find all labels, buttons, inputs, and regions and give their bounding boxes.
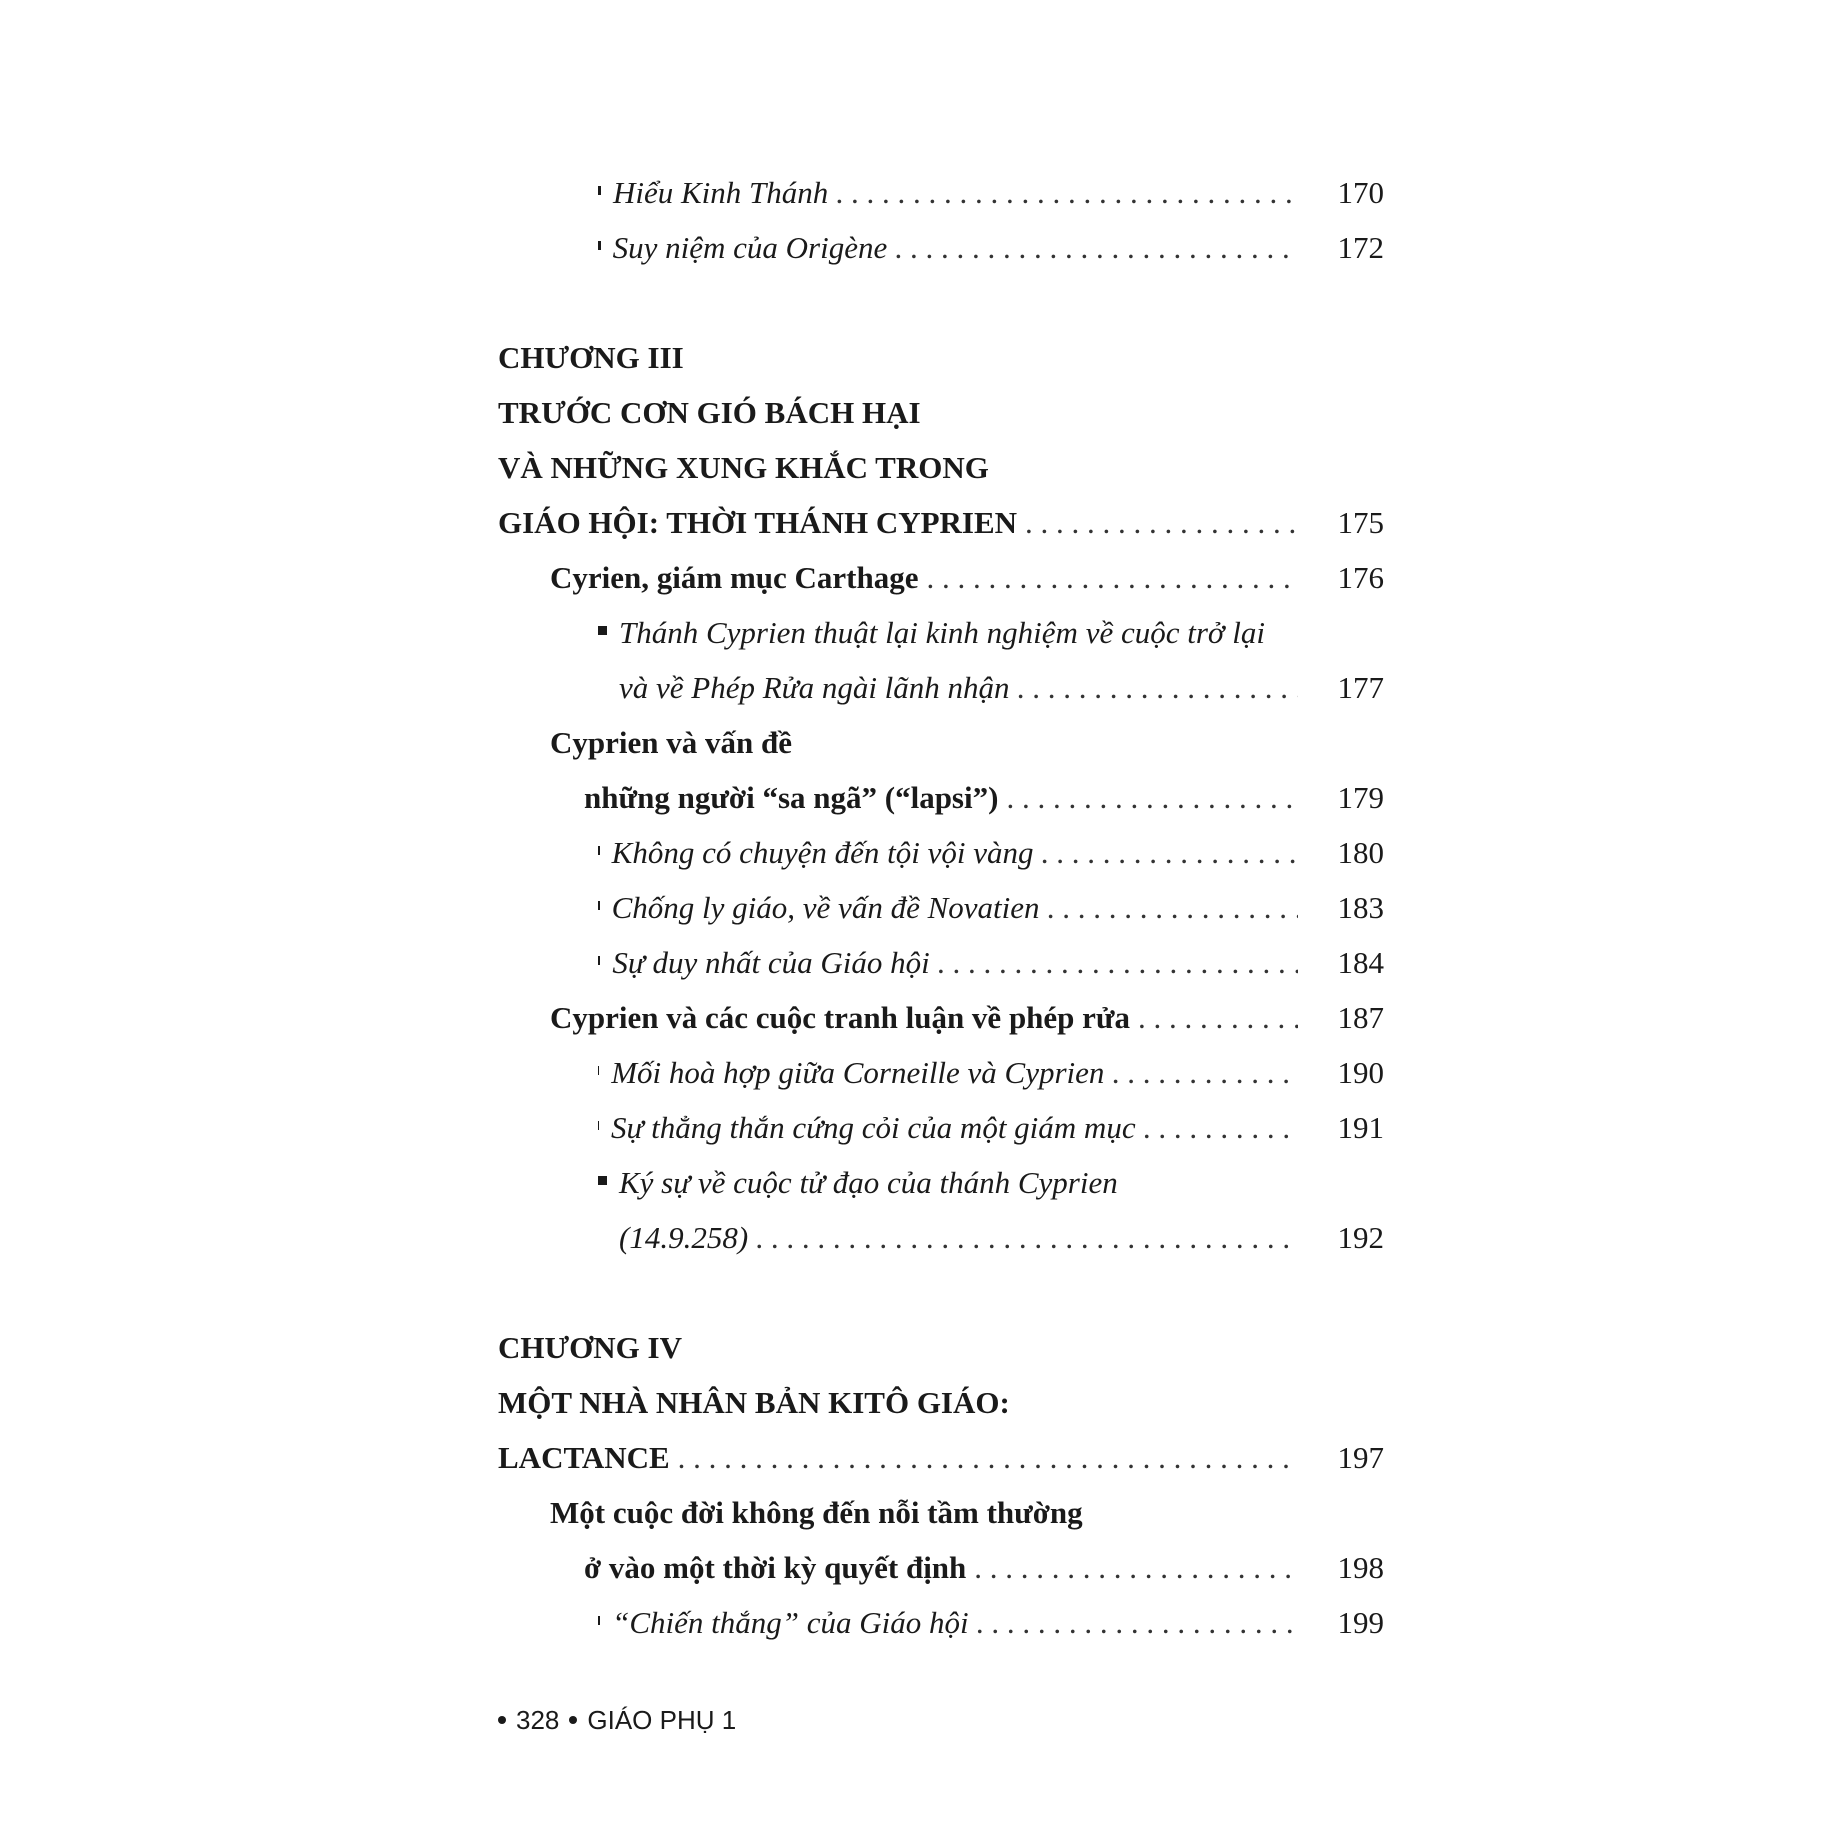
bullet-icon [598,186,601,195]
toc-page-number: 179 [1337,780,1384,815]
bullet-icon [569,1716,577,1724]
toc-section-title: Một cuộc đời không đến nỗi tầm thường [550,1495,1083,1530]
toc-page-number: 176 [1337,560,1384,595]
toc-section-title: Cyrien, giám mục Carthage [550,560,919,595]
toc-entry [584,770,1384,826]
toc-entry-title: (14.9.258) [619,1220,749,1255]
toc-entry [598,220,1384,276]
leader-dots [1112,1045,1298,1101]
chapter-title-line: GIÁO HỘI: THỜI THÁNH CYPRIEN [498,505,1018,540]
leader-dots [1025,495,1298,551]
toc-entry [598,935,1384,991]
page-footer [498,1700,736,1740]
toc-entry [598,1045,1384,1101]
bullet-icon [598,1066,599,1075]
toc-entry-title: Sự duy nhất của Giáo hội [612,945,930,980]
toc-entry-title: Chống ly giáo, về vấn đề Novatien [611,890,1040,925]
toc-entry [598,880,1384,936]
toc-entry [598,165,1384,221]
toc-section-title: Cyprien và vấn đề [550,725,792,760]
toc-entry-title: Hiểu Kinh Thánh [613,175,829,210]
toc-page-number: 177 [1337,670,1384,705]
toc-entry [550,550,1384,606]
toc-entry [584,1540,1384,1596]
toc-section-title: những người “sa ngã” (“lapsi”) [584,780,999,815]
toc-entry-title [598,605,1265,661]
bullet-icon [598,901,600,910]
toc-page-number: 192 [1337,1220,1384,1255]
leader-dots [1144,1100,1298,1156]
toc-page-number: 187 [1337,1000,1384,1035]
leader-dots [678,1430,1298,1486]
footer-book-title: GIÁO PHỤ 1 [587,1705,737,1735]
toc-entry [619,1210,1384,1266]
chapter-title-line: VÀ NHỮNG XUNG KHẮC TRONG [498,450,989,485]
toc-entry [498,1430,1384,1486]
leader-dots [756,1210,1298,1266]
toc-page-number: 199 [1337,1605,1384,1640]
toc-entry [550,990,1384,1046]
toc-entry-title: Suy niệm của Origène [612,230,888,265]
toc-page-number: 191 [1337,1110,1384,1145]
toc-entry-title: “Chiến thắng” của Giáo hội [612,1605,969,1640]
leader-dots [938,935,1298,991]
leader-dots [895,220,1298,276]
toc-page-number: 180 [1337,835,1384,870]
toc-entry [598,825,1384,881]
bullet-icon [598,241,601,250]
toc-page-number: 175 [1337,505,1384,540]
bullet-icon [598,1176,607,1185]
toc-section-title: Cyprien và các cuộc tranh luận về phép rửa [550,1000,1131,1035]
toc-entry-title-text: Thánh Cyprien thuật lại kinh nghiệm về cuộc trở lại [619,615,1265,650]
toc-entry-title: Không có chuyện đến tội vội vàng [611,835,1034,870]
toc-section-title: ở vào một thời kỳ quyết định [584,1550,967,1585]
toc-entry [598,1595,1384,1651]
bullet-icon [598,1616,600,1625]
chapter-label: CHƯƠNG IV [498,1330,682,1365]
leader-dots [974,1540,1298,1596]
bullet-icon [498,1716,506,1724]
footer-page-number: 328 [516,1705,560,1735]
leader-dots [977,1595,1298,1651]
chapter-title-line: MỘT NHÀ NHÂN BẢN KITÔ GIÁO: [498,1385,1010,1420]
toc-page-number: 184 [1337,945,1384,980]
toc-page-number: 190 [1337,1055,1384,1090]
leader-dots [1042,825,1299,881]
leader-dots [1138,990,1298,1046]
bullet-icon [598,1121,599,1130]
leader-dots [1048,880,1299,936]
toc-page-number: 197 [1337,1440,1384,1475]
bullet-icon [598,846,600,855]
toc-page-number: 198 [1337,1550,1384,1585]
toc-entry-title: và về Phép Rửa ngài lãnh nhận [619,670,1010,705]
toc-entry-title-text: Ký sự về cuộc tử đạo của thánh Cyprien [619,1165,1118,1200]
leader-dots [836,165,1298,221]
leader-dots [1018,660,1298,716]
toc-page-number: 183 [1337,890,1384,925]
chapter-label: CHƯƠNG III [498,340,684,375]
leader-dots [927,550,1299,606]
toc-page-number: 172 [1337,230,1384,265]
toc-entry-title: Sự thẳng thắn cứng cỏi của một giám mục [611,1110,1136,1145]
toc-entry [598,1100,1384,1156]
toc-entry [498,495,1384,551]
toc-entry-title: Mối hoà hợp giữa Corneille và Cyprien [611,1055,1105,1090]
leader-dots [1006,770,1298,826]
toc-page-number: 170 [1337,175,1384,210]
bullet-icon [598,956,600,965]
toc-entry [619,660,1384,716]
chapter-title-line: LACTANCE [498,1440,670,1475]
bullet-icon [598,626,607,635]
chapter-title-line: TRƯỚC CƠN GIÓ BÁCH HẠI [498,395,921,430]
toc-entry-title [598,1155,1118,1211]
